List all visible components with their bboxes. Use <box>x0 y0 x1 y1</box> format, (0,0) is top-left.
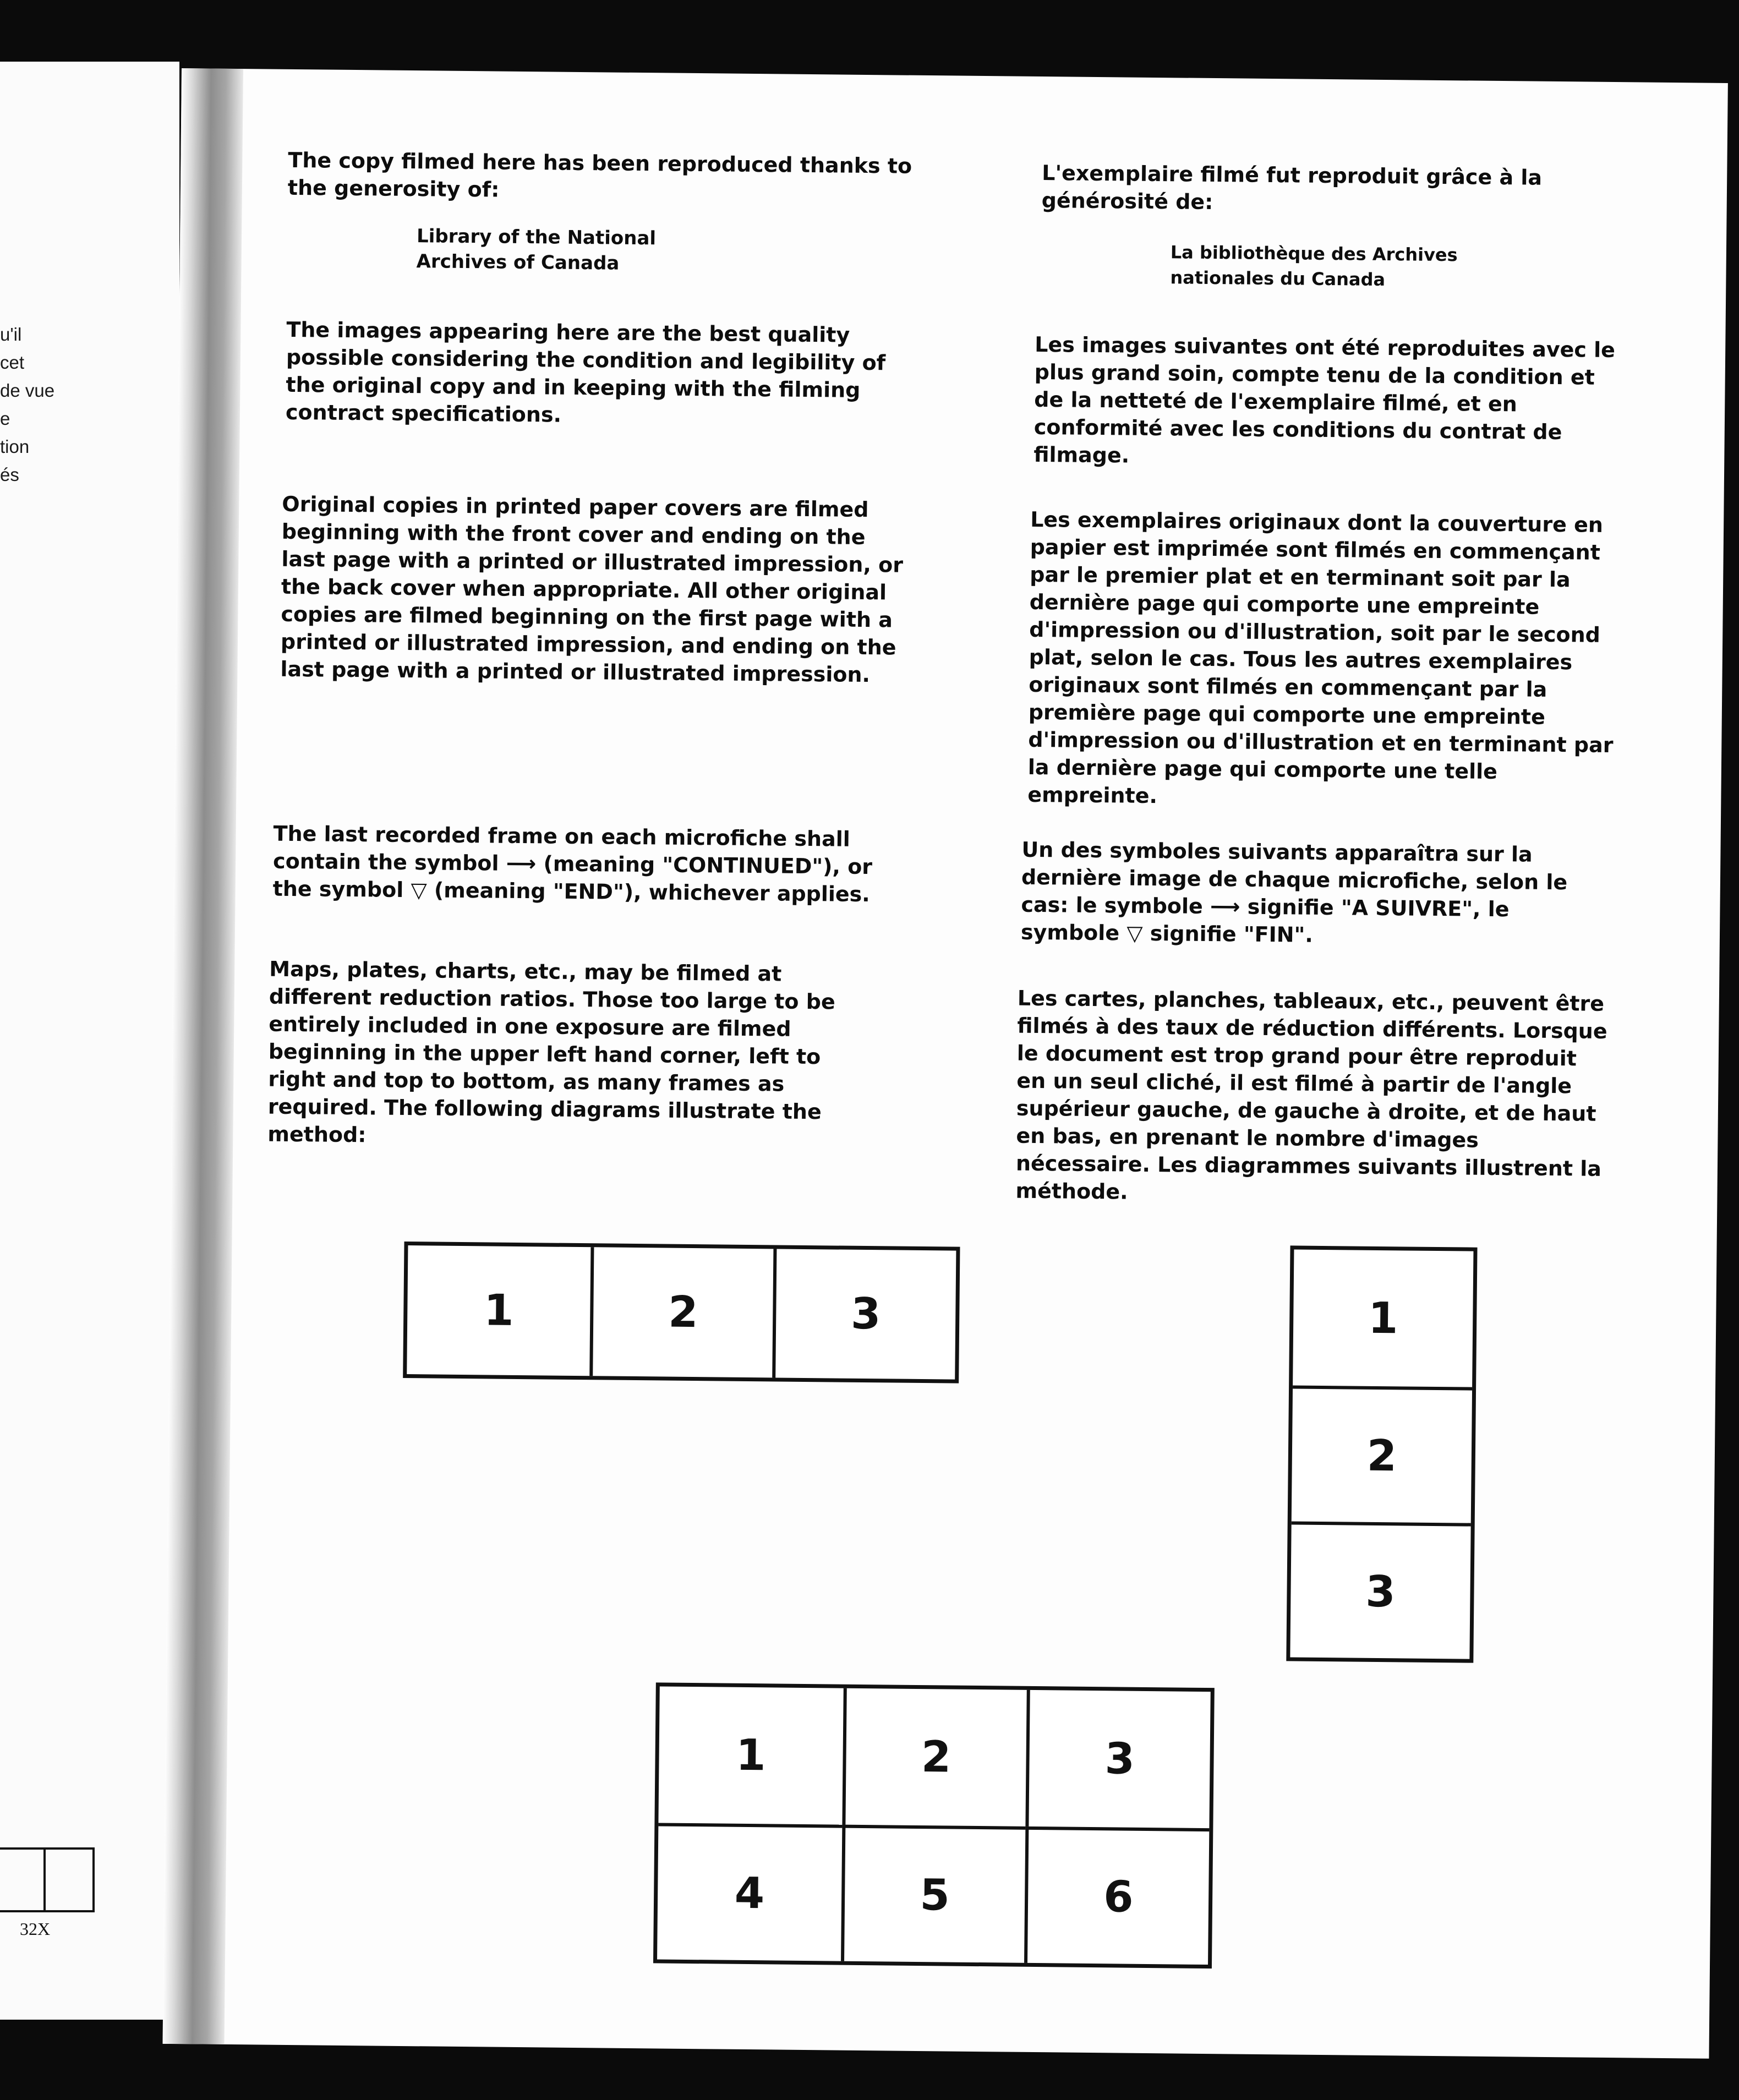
paragraph-quality-fr: Les images suivantes ont été reproduites avec le plus grand soin, compte tenu de la condition et de la netteté de l'exemplaire filmé, et en conformité avec les conditions du contrat de filmage. <box>1033 332 1616 468</box>
frame-cell: 1 <box>483 1286 514 1336</box>
french-original-paragraph <box>1027 506 1630 814</box>
frame-cell: 1 <box>735 1730 767 1781</box>
frame-cell: 4 <box>657 1823 842 1961</box>
left-fragment: cet <box>0 352 25 373</box>
credit-line-fr-2: nationales du Canada <box>1170 267 1386 291</box>
frame-cell: 3 <box>1290 1521 1470 1659</box>
frame-cell: 6 <box>1024 1826 1209 1965</box>
arrow-icon: ⟶ <box>506 851 537 876</box>
french-credit-intro <box>1042 159 1593 220</box>
english-symbol-paragraph <box>272 820 884 909</box>
french-quality-paragraph <box>1033 331 1623 474</box>
english-credit-intro <box>288 146 916 207</box>
left-page-boxes <box>0 1847 92 1912</box>
diagram-horizontal <box>403 1242 960 1383</box>
diagram-vertical <box>1286 1245 1477 1662</box>
reduction-ratio: 32X <box>20 1919 51 1939</box>
symbol-text-en-a: The last recorded frame on each microfiche shall contain the symbol <box>272 821 851 876</box>
frame-cell: 2 <box>589 1247 773 1377</box>
french-maps-paragraph <box>1015 985 1612 1210</box>
paragraph-original-fr: Les exemplaires originaux dont la couverture en papier est imprimée sont filmés en commençant par le premier plat et en terminant soit par la dernière page qui comporte une empreinte d'impression ou d'illustration, soit par le second plat, selon le cas. Tous les autres exemplaires originaux sont filmés en commençant par la première page qui comporte une empreinte d'impression ou d'illustration et en terminant par la dernière page qui comporte une telle empreinte. <box>1027 507 1614 808</box>
symbol-text-fr-c: signifie "FIN". <box>1142 921 1314 947</box>
credit-line-en-2: Archives of Canada <box>416 250 620 275</box>
credit-intro-fr: L'exemplaire filmé fut reproduit grâce à la générosité de: <box>1041 161 1543 215</box>
symbol-text-fr-b: signifie "A SUIVRE", le symbole <box>1020 894 1510 945</box>
paragraph-symbol-en <box>272 820 884 909</box>
triangle-down-icon: ▽ <box>411 878 427 903</box>
frame-cell: 2 <box>842 1688 1027 1826</box>
french-symbol-paragraph <box>1021 836 1605 951</box>
frame-cell: 2 <box>1292 1385 1472 1523</box>
english-maps-paragraph <box>267 955 880 1154</box>
paragraph-symbol-fr <box>1021 836 1605 951</box>
frame-cell: 3 <box>1026 1690 1211 1828</box>
french-credit <box>1170 239 1556 294</box>
left-box <box>43 1847 95 1912</box>
left-fragment: e <box>0 408 10 429</box>
paragraph-maps-en: Maps, plates, charts, etc., may be filmed at different reduction ratios. Those too large to be entirely included in one exposure are filmed beginning in the upper left hand corner, left to right and top to bottom, as many frames as required. The following diagrams illustrate the method: <box>267 956 835 1147</box>
left-fragment: tion <box>0 436 30 457</box>
left-box <box>0 1847 46 1912</box>
frame-cell: 1 <box>1368 1293 1398 1343</box>
paragraph-original-en: Original copies in printed paper covers are filmed beginning with the front cover and ending on the last page with a printed or illustrated impression, or the back cover when appropriate. All other original copies are filmed beginning on the first page with a printed or illustrated impression, and ending on the last page with a printed or illustrated impression. <box>280 491 904 687</box>
left-page <box>0 62 179 2020</box>
credit-intro-en: The copy filmed here has been reproduced thanks to the generosity of: <box>287 147 912 202</box>
paragraph-maps-fr: Les cartes, planches, tableaux, etc., peuvent être filmés à des taux de réduction différents. Lorsque le document est trop grand pour être reproduit en un seul cliché, il est filmé à partir de l'angle supérieur gauche, de gauche à droite, et de haut en bas, en prenant le nombre d'images nécessaire. Les diagrammes suivants illustrent la méthode. <box>1015 986 1607 1204</box>
left-fragment: és <box>0 464 19 485</box>
left-page-fragments <box>0 320 54 489</box>
symbol-text-en-b: (meaning "CONTINUED"), or the symbol <box>272 851 873 903</box>
paragraph-quality-en: The images appearing here are the best quality possible considering the condition and legibility of the original copy and in keeping with the filming contract specifications. <box>285 317 886 427</box>
symbol-text-fr-a: Un des symboles suivants apparaîtra sur la dernière image de chaque microfiche, selon le cas: le symbole <box>1021 837 1568 919</box>
triangle-down-icon: ▽ <box>1126 921 1143 945</box>
left-fragment: u'il <box>0 324 22 344</box>
credit-line-fr-1: La bibliothèque des Archives <box>1170 242 1458 266</box>
symbol-text-en-c: (meaning "END"), whichever applies. <box>426 878 870 907</box>
english-quality-paragraph <box>286 316 903 432</box>
credit-line-en-1: Library of the National <box>416 225 657 250</box>
frame-cell: 3 <box>772 1249 956 1379</box>
main-page <box>163 68 1728 2059</box>
left-fragment: de vue <box>0 380 55 401</box>
frame-cell: 5 <box>841 1825 1026 1963</box>
english-credit <box>416 223 802 278</box>
diagram-grid <box>653 1682 1215 1968</box>
english-original-paragraph <box>280 490 909 689</box>
arrow-icon: ⟶ <box>1210 894 1240 919</box>
